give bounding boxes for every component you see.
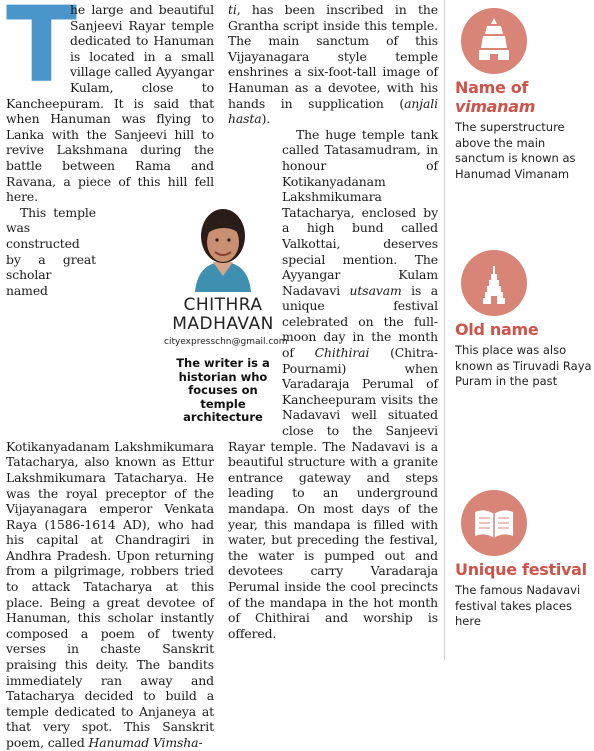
fact-body: The superstructure above the main sanctum is known as Hanumad Vimanam (455, 120, 576, 181)
fact-body: The famous Nadavavi festival takes places here (455, 583, 581, 628)
paragraph-1: T he large and beautiful Sanjeevi Rayar temple dedicated to Hanuman is located in a small village called Ayyangar Kulam, close to Kancheepuram. It is said that when Hanuman was flying to Lanka with the Sanjeevi hill to revive Lakshmana during the battle between Rama and Ravana, a piece of this hill fell here. (6, 0, 214, 205)
author-email: cityexpresschn@gmail.com (164, 337, 288, 347)
fact-heading: Old name (455, 320, 539, 339)
author-photo (181, 196, 265, 292)
paragraph-3: ti, has been inscribed in the Grantha script inside this temple. The main sanctum of this Vijayanagara style temple enshrines a six-foot-tall image of Hanuman as a devotee, with his hands in supplication (anjali hasta). (228, 2, 438, 127)
drop-cap: T (6, 0, 77, 106)
author-bio: The writer is a historian who focuses on temple architecture (176, 356, 270, 424)
fact-heading: Name of vimanam (455, 78, 536, 116)
gopuram-icon (461, 250, 527, 316)
fact-unique-festival (455, 490, 593, 630)
fact-old-name (455, 250, 593, 390)
fact-heading: Unique festival (455, 560, 587, 579)
paragraph-2: This temple was constructed by a great scholar named Kotikanyadanam Lakshmikumara Tatacharya, also known as Ettur Lakshmikumara Tatacharya. He was the royal preceptor of the Vijayanagara emperor Venkata Raya (1586-1614 AD), who had his capital at Chandragiri in Andhra Pradesh. Upon returning from a pilgrimage, robbers tried to attack Tatacharya at this place. Being a great devotee of Hanuman, this scholar instantly composed a poem of twenty verses in chaste Sanskrit praising this deity. The bandits immediately ran away and Tatacharya decided to build a temple dedicated to Anjaneya at that very spot. This Sanskrit poem, called Hanumad Vimsha- (6, 204, 214, 750)
paragraph-4: The huge temple tank called Tatasamudram, in honour of Kotikanyadanam Lakshmikumara Tatacharya, enclosed by a high bund called Valkottai, deserves special mention. The Ayyangar Kulam Nadavavi utsavam is a unique festival celebrated on the full-moon day in the month of Chithirai (Chitra-Pournami) when Varadaraja Perumal of Kancheepuram visits the Nadavavi well situated close to the Sanjeevi Rayar temple. The Nadavavi is a beautiful structure with a granite entrance gateway and steps leading to an underground mandapa. On most days of the year, this mandapa is filled with water, but preceding the festival, the water is pumped out and devotees carry Varadaraja Perumal inside the cool precincts of the mandapa in the hot month of Chithirai and worship is offered. (228, 126, 438, 641)
fact-vimanam (455, 8, 593, 182)
fact-body: This place was also known as Tiruvadi Raya Puram in the past (455, 343, 592, 388)
author-name: CHITHRA MADHAVAN (172, 295, 274, 334)
book-icon (461, 490, 527, 556)
fact-sidebar (444, 0, 594, 660)
temple-tower-icon (461, 8, 527, 74)
author-box (164, 196, 288, 425)
